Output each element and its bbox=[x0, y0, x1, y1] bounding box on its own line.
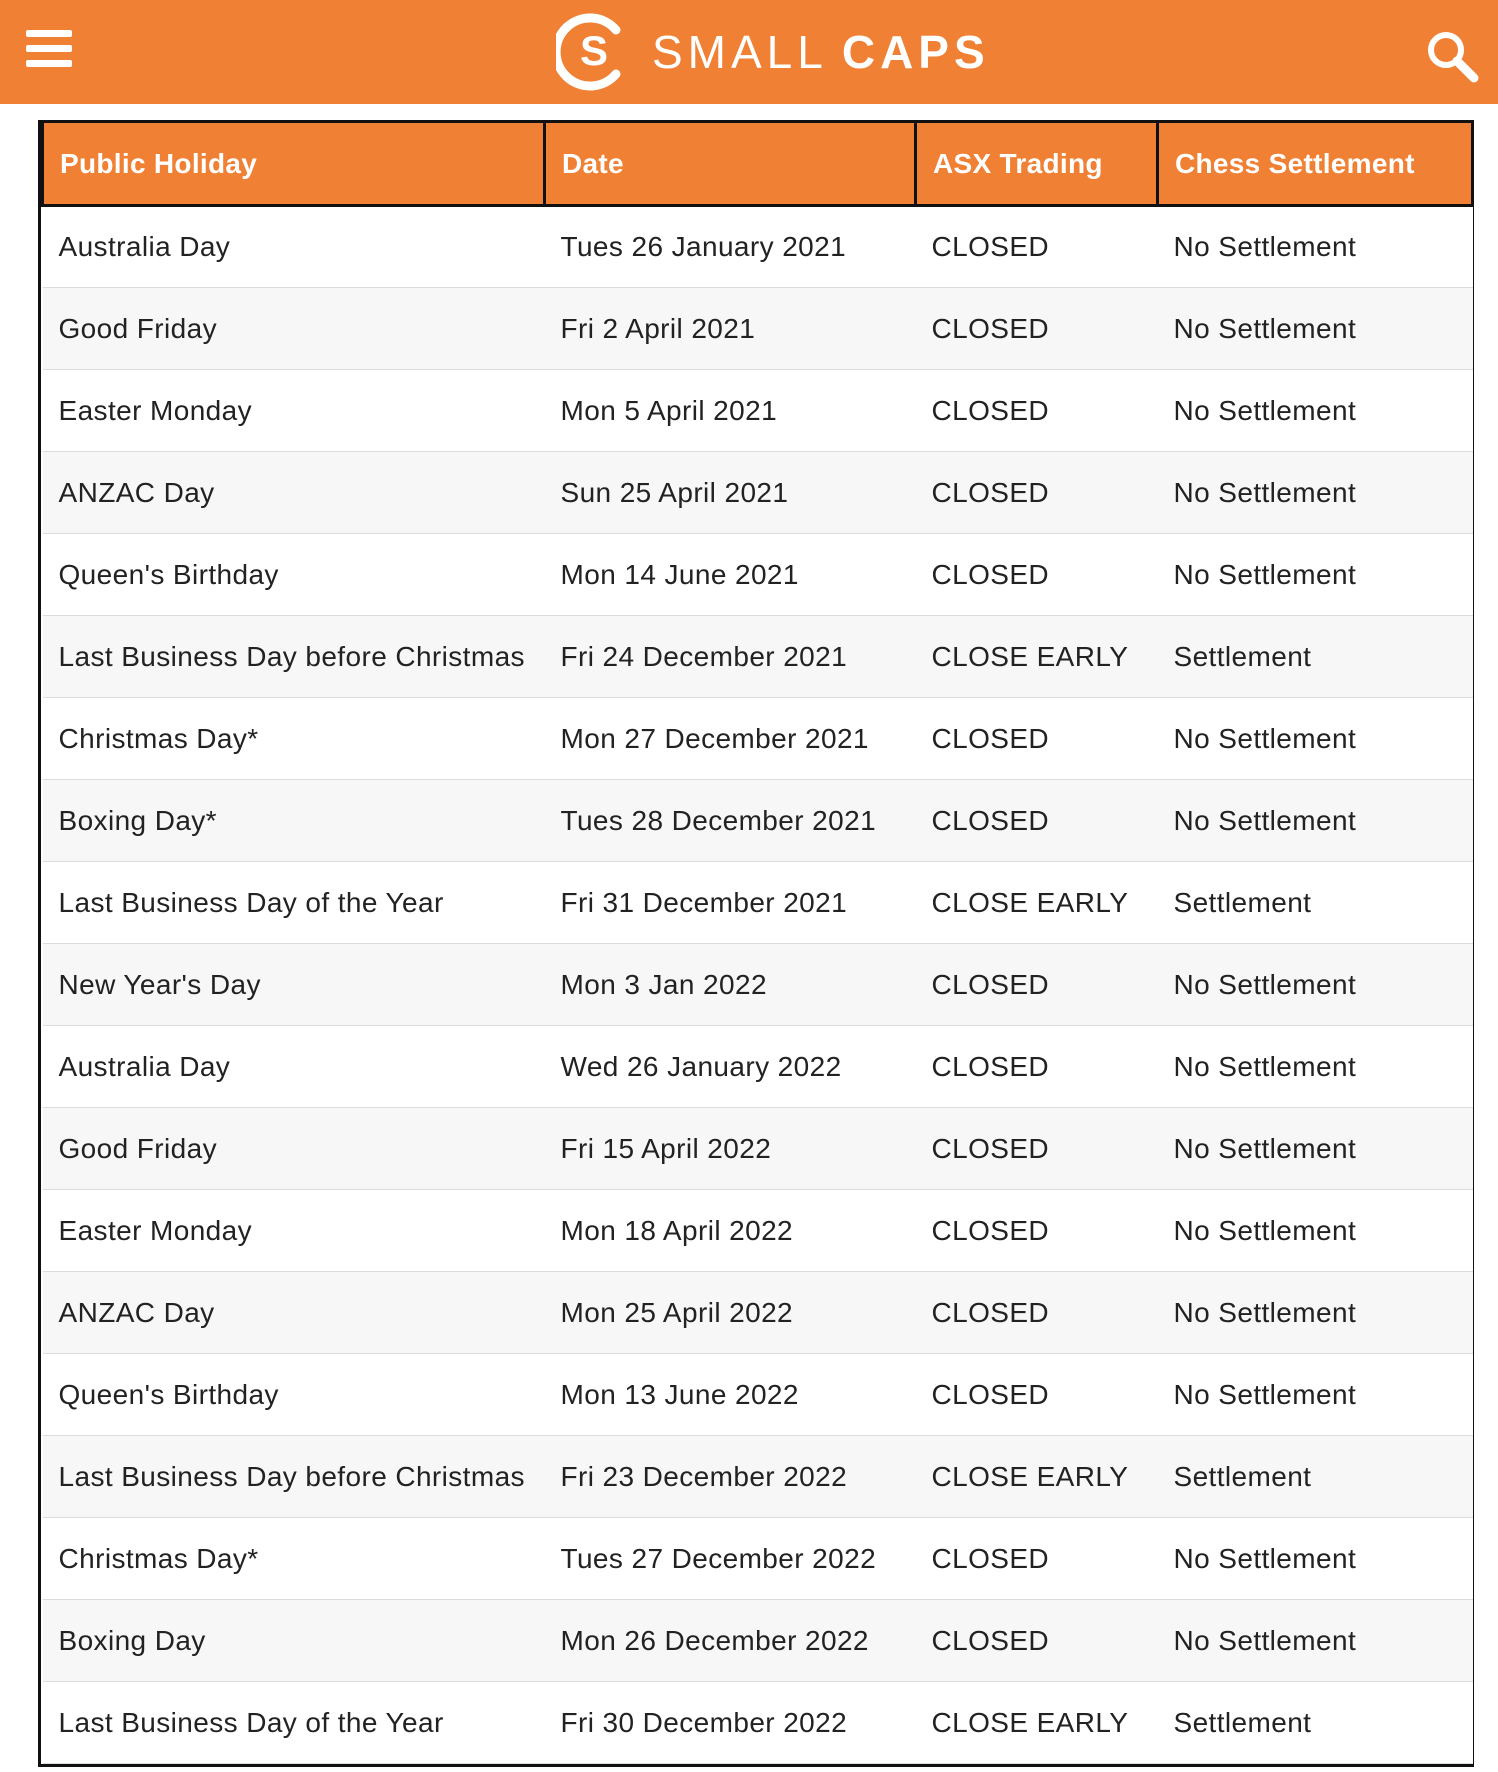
date-cell: Mon 5 April 2021 bbox=[545, 370, 916, 452]
asx-trading-cell: CLOSED bbox=[916, 206, 1158, 288]
column-header-chess-settlement: Chess Settlement bbox=[1158, 122, 1473, 206]
date-cell: Tues 27 December 2022 bbox=[545, 1518, 916, 1600]
holiday-name-cell: Australia Day bbox=[43, 1026, 545, 1108]
asx-trading-cell: CLOSED bbox=[916, 1108, 1158, 1190]
table-row bbox=[43, 206, 1473, 288]
asx-trading-cell: CLOSE EARLY bbox=[916, 1436, 1158, 1518]
holiday-name-cell: Good Friday bbox=[43, 288, 545, 370]
chess-settlement-cell: No Settlement bbox=[1158, 1272, 1473, 1354]
hamburger-menu-icon[interactable] bbox=[26, 30, 72, 68]
asx-trading-cell: CLOSE EARLY bbox=[916, 862, 1158, 944]
asx-trading-cell: CLOSED bbox=[916, 1518, 1158, 1600]
holiday-name-cell: Christmas Day* bbox=[43, 698, 545, 780]
holiday-name-cell: Christmas Day* bbox=[43, 1518, 545, 1600]
table-row bbox=[43, 288, 1473, 370]
holiday-name-cell: Last Business Day before Christmas bbox=[43, 1436, 545, 1518]
asx-trading-cell: CLOSED bbox=[916, 698, 1158, 780]
table-row bbox=[43, 698, 1473, 780]
column-header-asx-trading: ASX Trading bbox=[916, 122, 1158, 206]
date-cell: Mon 3 Jan 2022 bbox=[545, 944, 916, 1026]
chess-settlement-cell: No Settlement bbox=[1158, 780, 1473, 862]
date-cell: Fri 30 December 2022 bbox=[545, 1682, 916, 1764]
asx-trading-cell: CLOSE EARLY bbox=[916, 616, 1158, 698]
search-icon[interactable] bbox=[1424, 28, 1480, 84]
column-header-public-holiday: Public Holiday bbox=[43, 122, 545, 206]
asx-trading-cell: CLOSE EARLY bbox=[916, 1682, 1158, 1764]
holiday-name-cell: Queen's Birthday bbox=[43, 1354, 545, 1436]
chess-settlement-cell: No Settlement bbox=[1158, 288, 1473, 370]
table-row bbox=[43, 1600, 1473, 1682]
table-row bbox=[43, 1026, 1473, 1108]
date-cell: Mon 25 April 2022 bbox=[545, 1272, 916, 1354]
holiday-name-cell: ANZAC Day bbox=[43, 1272, 545, 1354]
logo-text-small: SMALL bbox=[652, 26, 828, 78]
asx-trading-cell: CLOSED bbox=[916, 370, 1158, 452]
table-row bbox=[43, 370, 1473, 452]
chess-settlement-cell: No Settlement bbox=[1158, 944, 1473, 1026]
table-header-row bbox=[43, 122, 1473, 206]
chess-settlement-cell: Settlement bbox=[1158, 616, 1473, 698]
holiday-name-cell: New Year's Day bbox=[43, 944, 545, 1026]
table-row bbox=[43, 862, 1473, 944]
table-body bbox=[43, 206, 1473, 1764]
asx-holiday-table bbox=[41, 120, 1474, 1764]
date-cell: Tues 26 January 2021 bbox=[545, 206, 916, 288]
table-row bbox=[43, 452, 1473, 534]
asx-trading-cell: CLOSED bbox=[916, 534, 1158, 616]
date-cell: Fri 2 April 2021 bbox=[545, 288, 916, 370]
table-row bbox=[43, 534, 1473, 616]
asx-trading-cell: CLOSED bbox=[916, 452, 1158, 534]
chess-settlement-cell: No Settlement bbox=[1158, 698, 1473, 780]
chess-settlement-cell: No Settlement bbox=[1158, 370, 1473, 452]
holiday-name-cell: Boxing Day* bbox=[43, 780, 545, 862]
chess-settlement-cell: No Settlement bbox=[1158, 1108, 1473, 1190]
top-navigation-bar bbox=[0, 0, 1498, 104]
asx-trading-cell: CLOSED bbox=[916, 1600, 1158, 1682]
chess-settlement-cell: Settlement bbox=[1158, 1682, 1473, 1764]
holiday-name-cell: ANZAC Day bbox=[43, 452, 545, 534]
logo-mark-icon bbox=[556, 12, 632, 92]
column-header-date: Date bbox=[545, 122, 916, 206]
table-row bbox=[43, 944, 1473, 1026]
chess-settlement-cell: No Settlement bbox=[1158, 1354, 1473, 1436]
date-cell: Mon 13 June 2022 bbox=[545, 1354, 916, 1436]
holiday-name-cell: Boxing Day bbox=[43, 1600, 545, 1682]
asx-trading-cell: CLOSED bbox=[916, 1026, 1158, 1108]
chess-settlement-cell: No Settlement bbox=[1158, 1026, 1473, 1108]
small-caps-logo[interactable] bbox=[556, 10, 990, 94]
holiday-name-cell: Easter Monday bbox=[43, 370, 545, 452]
date-cell: Fri 15 April 2022 bbox=[545, 1108, 916, 1190]
chess-settlement-cell: No Settlement bbox=[1158, 1600, 1473, 1682]
table-row bbox=[43, 1436, 1473, 1518]
holiday-name-cell: Last Business Day of the Year bbox=[43, 862, 545, 944]
date-cell: Mon 26 December 2022 bbox=[545, 1600, 916, 1682]
table-row bbox=[43, 1190, 1473, 1272]
logo-wordmark bbox=[652, 26, 990, 78]
svg-text:S: S bbox=[579, 27, 609, 74]
table-row bbox=[43, 616, 1473, 698]
date-cell: Fri 23 December 2022 bbox=[545, 1436, 916, 1518]
table-row bbox=[43, 1518, 1473, 1600]
chess-settlement-cell: No Settlement bbox=[1158, 1518, 1473, 1600]
date-cell: Fri 31 December 2021 bbox=[545, 862, 916, 944]
table-row bbox=[43, 780, 1473, 862]
holiday-name-cell: Australia Day bbox=[43, 206, 545, 288]
date-cell: Sun 25 April 2021 bbox=[545, 452, 916, 534]
date-cell: Mon 27 December 2021 bbox=[545, 698, 916, 780]
holiday-name-cell: Easter Monday bbox=[43, 1190, 545, 1272]
holiday-table-container bbox=[38, 120, 1474, 1767]
holiday-name-cell: Last Business Day before Christmas bbox=[43, 616, 545, 698]
table-row bbox=[43, 1272, 1473, 1354]
chess-settlement-cell: No Settlement bbox=[1158, 534, 1473, 616]
holiday-name-cell: Last Business Day of the Year bbox=[43, 1682, 545, 1764]
asx-trading-cell: CLOSED bbox=[916, 288, 1158, 370]
table-row bbox=[43, 1682, 1473, 1764]
asx-trading-cell: CLOSED bbox=[916, 1190, 1158, 1272]
date-cell: Wed 26 January 2022 bbox=[545, 1026, 916, 1108]
holiday-name-cell: Good Friday bbox=[43, 1108, 545, 1190]
asx-trading-cell: CLOSED bbox=[916, 1272, 1158, 1354]
date-cell: Fri 24 December 2021 bbox=[545, 616, 916, 698]
date-cell: Mon 18 April 2022 bbox=[545, 1190, 916, 1272]
asx-trading-cell: CLOSED bbox=[916, 780, 1158, 862]
logo-text-caps: CAPS bbox=[841, 26, 990, 78]
chess-settlement-cell: No Settlement bbox=[1158, 1190, 1473, 1272]
holiday-name-cell: Queen's Birthday bbox=[43, 534, 545, 616]
date-cell: Mon 14 June 2021 bbox=[545, 534, 916, 616]
chess-settlement-cell: Settlement bbox=[1158, 862, 1473, 944]
chess-settlement-cell: Settlement bbox=[1158, 1436, 1473, 1518]
chess-settlement-cell: No Settlement bbox=[1158, 206, 1473, 288]
table-row bbox=[43, 1108, 1473, 1190]
date-cell: Tues 28 December 2021 bbox=[545, 780, 916, 862]
asx-trading-cell: CLOSED bbox=[916, 944, 1158, 1026]
chess-settlement-cell: No Settlement bbox=[1158, 452, 1473, 534]
table-row bbox=[43, 1354, 1473, 1436]
asx-trading-cell: CLOSED bbox=[916, 1354, 1158, 1436]
